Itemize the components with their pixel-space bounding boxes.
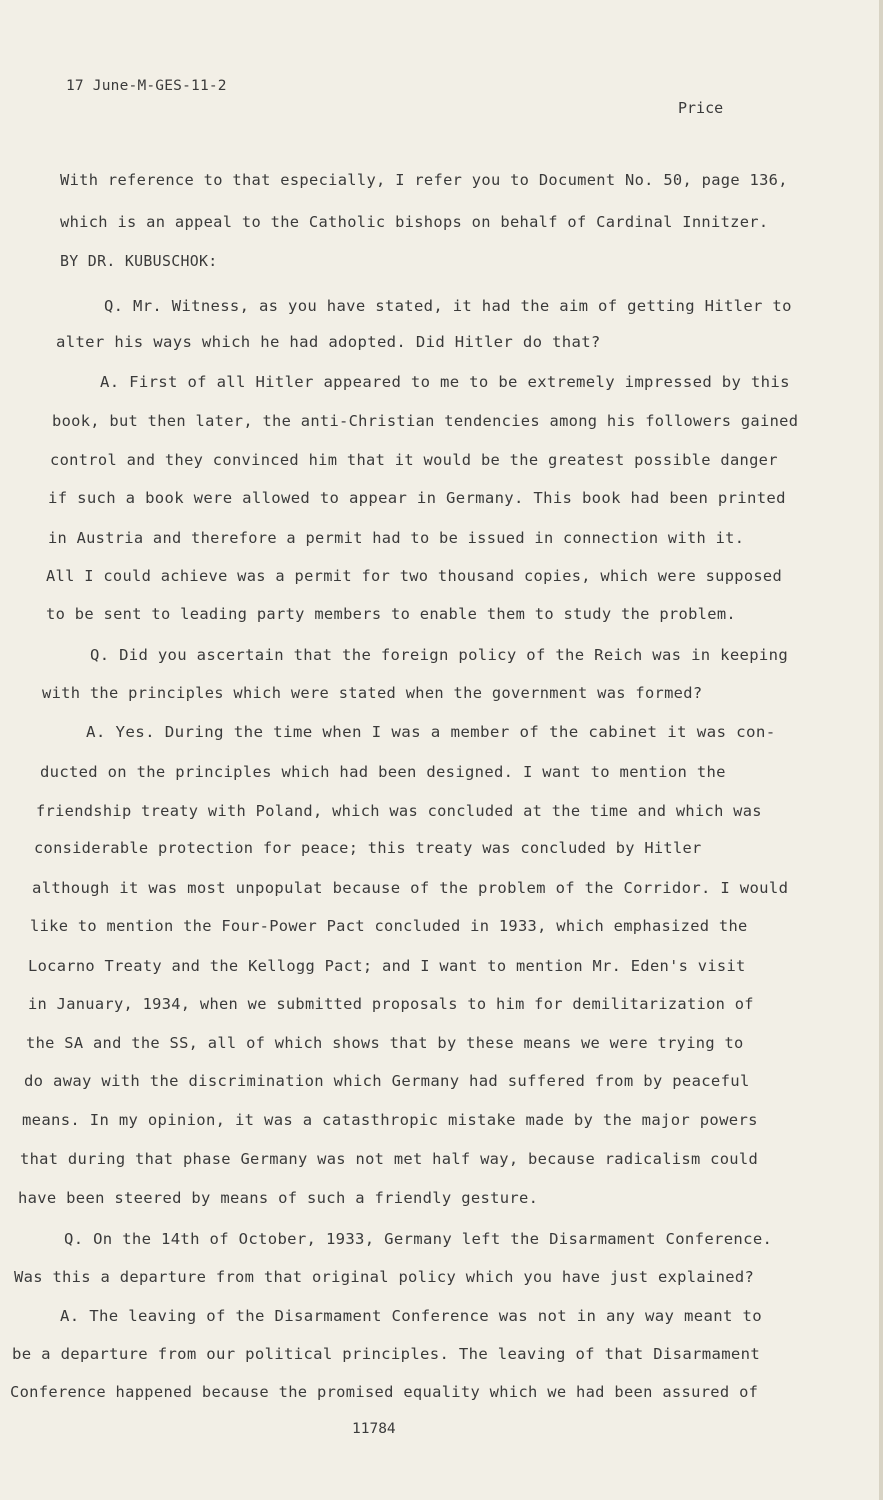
text-line: to be sent to leading party members to enable them to study the problem. xyxy=(46,606,737,623)
text-line: Conference happened because the promised equality which we had been assured of xyxy=(10,1384,759,1401)
text-line: be a departure from our political principles. The leaving of that Disarmament xyxy=(12,1346,761,1363)
text-line: that during that phase Germany was not met half way, because radicalism could xyxy=(20,1151,759,1168)
text-line: book, but then later, the anti-Christian tendencies among his followers gained xyxy=(52,413,799,430)
text-line: With reference to that especially, I refer you to Document No. 50, page 136, xyxy=(60,172,788,189)
text-line: A. First of all Hitler appeared to me to be extremely impressed by this xyxy=(100,374,790,391)
text-line: in Austria and therefore a permit had to be issued in connection with it. xyxy=(48,530,745,547)
text-line: Q. Did you ascertain that the foreign policy of the Reich was in keeping xyxy=(90,647,789,664)
paper-edge xyxy=(879,0,883,1500)
text-line: means. In my opinion, it was a catasthropic mistake made by the major powers xyxy=(22,1112,758,1129)
text-line: Was this a departure from that original policy which you have just explained? xyxy=(14,1269,755,1286)
text-line: Q. On the 14th of October, 1933, Germany left the Disarmament Conference. xyxy=(64,1231,773,1248)
text-line: have been steered by means of such a friendly gesture. xyxy=(18,1190,539,1207)
text-line: ducted on the principles which had been designed. I want to mention the xyxy=(40,764,726,781)
text-line: although it was most unpopulat because of the problem of the Corridor. I would xyxy=(32,880,789,897)
document-reference: 17 June-M-GES-11-2 xyxy=(66,78,227,94)
text-line: All I could achieve was a permit for two thousand copies, which were supposed xyxy=(46,568,783,585)
text-line: with the principles which were stated when the government was formed? xyxy=(42,685,703,702)
text-line: like to mention the Four-Power Pact concluded in 1933, which emphasized the xyxy=(30,918,748,935)
text-line: do away with the discrimination which Germany had suffered from by peaceful xyxy=(24,1073,750,1090)
text-line: friendship treaty with Poland, which was concluded at the time and which was xyxy=(36,803,762,820)
text-line: BY DR. KUBUSCHOK: xyxy=(60,253,218,270)
text-line: in January, 1934, when we submitted proposals to him for demilitarization of xyxy=(28,996,754,1013)
text-line: the SA and the SS, all of which shows that by these means we were trying to xyxy=(26,1035,744,1052)
text-line: Locarno Treaty and the Kellogg Pact; and I want to mention Mr. Eden's visit xyxy=(28,958,746,975)
text-line: considerable protection for peace; this treaty was concluded by Hitler xyxy=(34,840,702,857)
speaker-name: Price xyxy=(678,99,724,117)
text-line: alter his ways which he had adopted. Did Hitler do that? xyxy=(56,334,601,351)
text-line: A. The leaving of the Disarmament Conference was not in any way meant to xyxy=(60,1308,763,1325)
text-line: control and they convinced him that it would be the greatest possible danger xyxy=(50,452,778,469)
text-line: Q. Mr. Witness, as you have stated, it had the aim of getting Hitler to xyxy=(104,298,792,315)
text-line: A. Yes. During the time when I was a member of the cabinet it was con- xyxy=(86,724,776,741)
text-line: if such a book were allowed to appear in Germany. This book had been printed xyxy=(48,490,786,507)
text-line: which is an appeal to the Catholic bishops on behalf of Cardinal Innitzer. xyxy=(60,214,769,231)
page-number: 11784 xyxy=(352,1421,396,1437)
